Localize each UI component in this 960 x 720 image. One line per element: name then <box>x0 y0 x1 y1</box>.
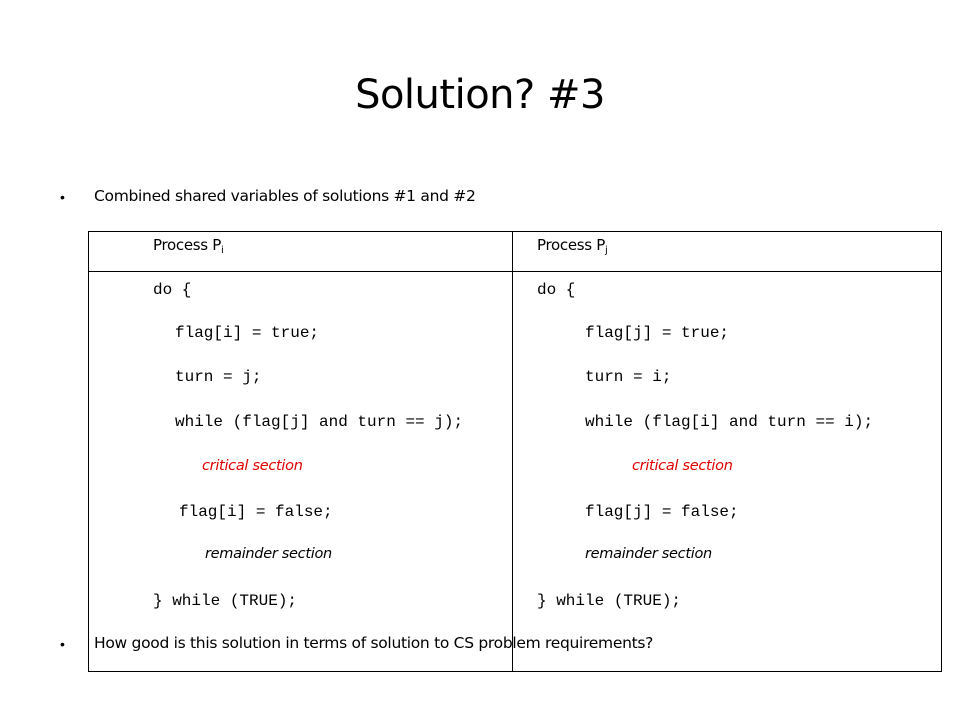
left-remainder-section: remainder section <box>205 546 332 562</box>
bullet-marker: • <box>60 189 65 205</box>
bullet-combined-variables: Combined shared variables of solutions #1 and #2 <box>94 187 476 205</box>
left-turn: turn = j; <box>175 368 262 386</box>
table-header-divider <box>88 271 942 272</box>
left-process-header: Process $P_i$ <box>153 236 224 256</box>
right-do-line: do { <box>537 281 576 299</box>
right-flag-set: flag[j] = true; <box>585 324 730 342</box>
right-flag-clear: flag[j] = false; <box>585 503 739 521</box>
left-critical-section: critical section <box>202 458 303 474</box>
left-do-line: do { <box>153 281 192 299</box>
right-process-header: Process $P_j$ <box>537 236 608 256</box>
right-remainder-section: remainder section <box>585 546 712 562</box>
right-critical-section: critical section <box>632 458 733 474</box>
left-end-line: } while (TRUE); <box>153 592 298 610</box>
slide-title: Solution? #3 <box>355 72 605 118</box>
right-end-line: } while (TRUE); <box>537 592 682 610</box>
bullet-question: How good is this solution in terms of solution to CS problem requirements? <box>94 634 654 652</box>
right-while-line: while (flag[i] and turn == i); <box>585 413 874 431</box>
table-column-divider <box>512 231 513 672</box>
bullet-marker: • <box>60 636 65 652</box>
left-flag-clear: flag[i] = false; <box>179 503 333 521</box>
left-flag-set: flag[i] = true; <box>175 324 320 342</box>
left-while-line: while (flag[j] and turn == j); <box>175 413 464 431</box>
right-turn: turn = i; <box>585 368 672 386</box>
